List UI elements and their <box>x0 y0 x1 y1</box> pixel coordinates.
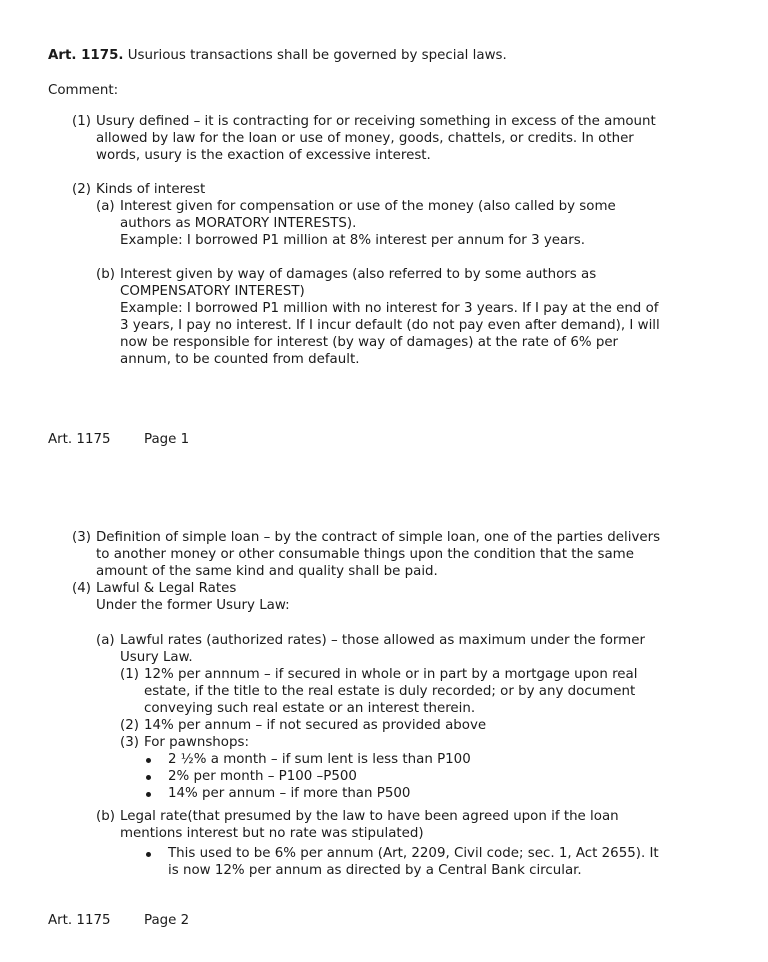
item-2a-example: Example: I borrowed P1 million at 8% interest per annum for 3 years. <box>120 233 585 248</box>
pawnshop-rate-item: 2% per month – P100 –P500 <box>168 769 357 784</box>
item-3-number: (3) <box>72 530 91 545</box>
legal-rate-note: This used to be 6% per annum (Art, 2209, Civil code; sec. 1, Act 2655). It <box>168 846 659 861</box>
item-4a-line: Usury Law. <box>120 650 193 665</box>
article-text: Usurious transactions shall be governed by special laws. <box>127 48 507 63</box>
item-2b-example: now be responsible for interest (by way of damages) at the rate of 6% per <box>120 335 619 350</box>
item-4a-line: Lawful rates (authorized rates) – those allowed as maximum under the former <box>120 633 645 648</box>
item-4a-sub3-number: (3) <box>120 735 139 750</box>
item-3-line: Definition of simple loan – by the contract of simple loan, one of the parties delivers <box>96 530 661 545</box>
item-4a-sub2-number: (2) <box>120 718 139 733</box>
footer-page-number: Page 1 <box>144 432 190 447</box>
item-2a-line: Interest given for compensation or use of the money (also called by some <box>120 199 616 214</box>
item-2a-line: authors as MORATORY INTERESTS). <box>120 216 357 231</box>
item-1-number: (1) <box>72 114 91 129</box>
item-4a-sub1-line: 12% per annnum – if secured in whole or in part by a mortgage upon real <box>144 667 638 682</box>
item-4-number: (4) <box>72 581 91 596</box>
item-2b-line: COMPENSATORY INTEREST) <box>120 284 305 299</box>
item-4-subheading: Under the former Usury Law: <box>96 598 290 613</box>
item-4-heading: Lawful & Legal Rates <box>96 581 237 596</box>
item-4a-sub3-text: For pawnshops: <box>144 735 249 750</box>
footer-page-number: Page 2 <box>144 913 190 928</box>
item-4a-number: (a) <box>96 633 115 648</box>
item-3-line: amount of the same kind and quality shall be paid. <box>96 564 438 579</box>
footer-article: Art. 1175 <box>48 913 111 928</box>
item-3-line: to another money or other consumable things upon the condition that the same <box>96 547 634 562</box>
item-4b-line: mentions interest but no rate was stipulated) <box>120 826 424 841</box>
item-1-line: allowed by law for the loan or use of money, goods, chattels, or credits. In other <box>96 131 634 146</box>
bullet-icon <box>146 775 151 780</box>
footer-article: Art. 1175 <box>48 432 111 447</box>
item-2-number: (2) <box>72 182 91 197</box>
bullet-icon <box>146 792 151 797</box>
item-2b-line: Interest given by way of damages (also referred to by some authors as <box>120 267 597 282</box>
article-number: Art. 1175. <box>48 48 124 63</box>
legal-rate-note: is now 12% per annum as directed by a Central Bank circular. <box>168 863 582 878</box>
item-2b-example: annum, to be counted from default. <box>120 352 360 367</box>
item-4a-sub1-line: estate, if the title to the real estate is duly recorded; or by any document <box>144 684 636 699</box>
item-2a-number: (a) <box>96 199 115 214</box>
item-4a-sub2-text: 14% per annum – if not secured as provided above <box>144 718 487 733</box>
item-1-line: words, usury is the exaction of excessive interest. <box>96 148 431 163</box>
item-4b-line: Legal rate(that presumed by the law to have been agreed upon if the loan <box>120 809 619 824</box>
pawnshop-rate-item: 14% per annum – if more than P500 <box>168 786 411 801</box>
bullet-icon <box>146 758 151 763</box>
item-4b-number: (b) <box>96 809 115 824</box>
article-heading <box>48 47 507 64</box>
item-4a-sub1-number: (1) <box>120 667 139 682</box>
item-1-line: Usury defined – it is contracting for or receiving something in excess of the amount <box>96 114 656 129</box>
bullet-icon <box>146 852 151 857</box>
pawnshop-rate-item: 2 ½% a month – if sum lent is less than P100 <box>168 752 471 767</box>
item-2b-example: Example: I borrowed P1 million with no interest for 3 years. If I pay at the end of <box>120 301 659 316</box>
item-2b-number: (b) <box>96 267 115 282</box>
comment-heading: Comment: <box>48 83 119 98</box>
item-2-heading: Kinds of interest <box>96 182 206 197</box>
item-2b-example: 3 years, I pay no interest. If I incur default (do not pay even after demand), I will <box>120 318 660 333</box>
item-4a-sub1-line: conveying such real estate or an interest therein. <box>144 701 476 716</box>
